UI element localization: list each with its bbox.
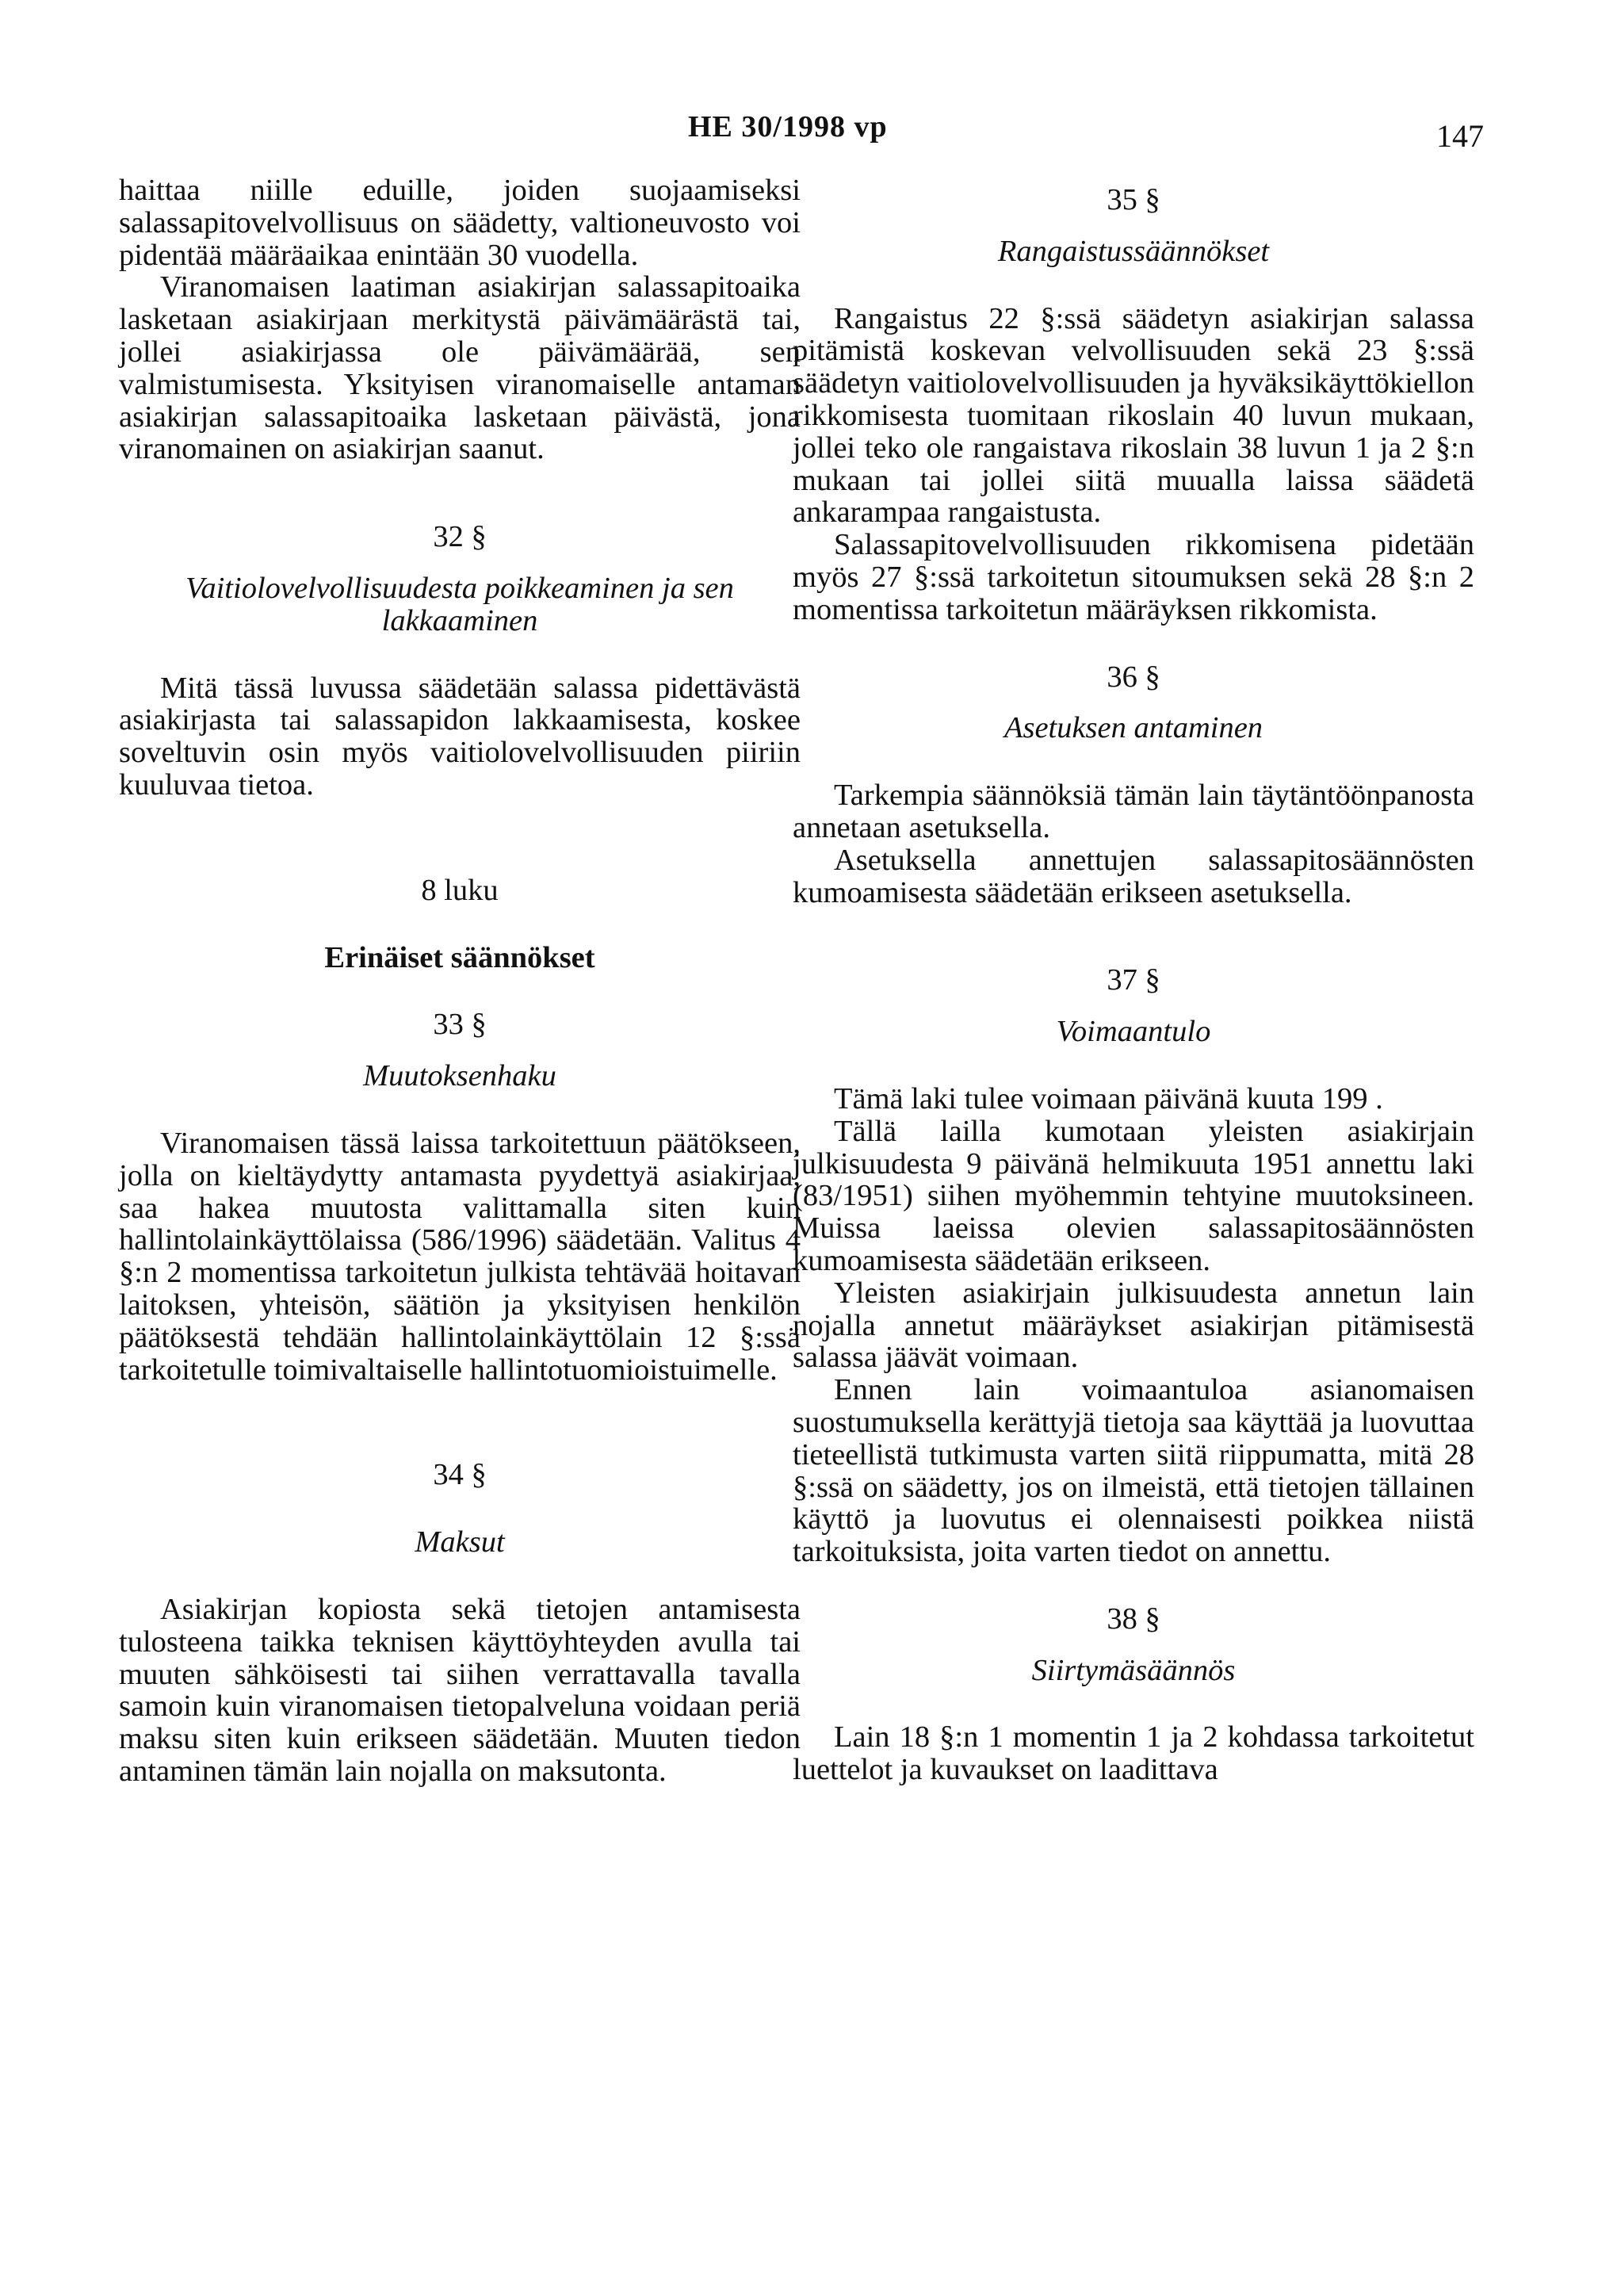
page-number: 147 — [1436, 118, 1484, 154]
section-number: 37 § — [1107, 963, 1160, 997]
paragraph: Asetuksella annettujen salassapitosäännösten kumoamisesta säädetään erikseen asetuksella. — [793, 843, 1474, 909]
section-number: 32 § — [433, 520, 487, 554]
paragraph: Ennen lain voimaantuloa asianomaisen suostumuksella kerättyjä tietoja saa käyttää ja luovuttaa tieteellistä tutkimusta varten siitä riippumatta, mitä 28 §:ssä on säädetty, jos on ilmeistä, että tietojen tällainen käyttö ja luovutus ei olennaisesti poikkea niistä tarkoituksista, joita varten tiedot on annettu. — [793, 1373, 1474, 1569]
section-number: 35 § — [1107, 183, 1160, 216]
paragraph: Mitä tässä luvussa säädetään salassa pidettävästä asiakirjasta tai salassapidon lakkaamisesta, koskee soveltuvin osin myös vaitiolovelvollisuuden piiriin kuuluvaa tietoa. — [119, 671, 801, 802]
section-title: Rangaistussäännökset — [997, 234, 1270, 268]
chapter-number: 8 luku — [421, 873, 499, 907]
left-column — [119, 174, 801, 1788]
section-title: Voimaantulo — [1056, 1015, 1211, 1049]
paragraph: Yleisten asiakirjain julkisuudesta annetun lain nojalla annetut määräykset asiakirjan pitämisestä salassa jäävät voimaan. — [793, 1276, 1474, 1375]
paragraph: Salassapitovelvollisuuden rikkomisena pidetään myös 27 §:ssä tarkoitetun sitoumuksen sekä 28 §:n 2 momentissa tarkoitetun määräyksen rikkomista. — [793, 528, 1474, 626]
section-title: Vaitiolovelvollisuudesta poikkeaminen ja sen lakkaaminen — [185, 571, 734, 637]
section-title: Muutoksenhaku — [363, 1059, 556, 1093]
right-column — [793, 184, 1474, 1786]
document-title: HE 30/1998 vp — [688, 110, 888, 144]
chapter-title: Erinäiset säännökset — [324, 940, 595, 974]
paragraph: Tarkempia säännöksiä tämän lain täytäntöönpanosta annetaan asetuksella. — [793, 779, 1474, 844]
paragraph: Viranomaisen tässä laissa tarkoitettuun päätökseen, jolla on kieltäydytty antamasta pyydettyä asiakirjaa, saa hakea muutosta valittamalla siten kuin hallintolainkäyttölaissa (586/1996) säädetään. Valitus 4 §:n 2 momentissa tarkoitetun julkista tehtävää hoitavan laitoksen, yhteisön, säätiön ja yksityisen henkilön päätöksestä tehdään hallintolainkäyttölain 12 §:ssä tarkoitetulle toimivaltaiselle hallintotuomioistuimelle. — [119, 1126, 801, 1387]
section-title: Maksut — [415, 1525, 505, 1559]
paragraph: Rangaistus 22 §:ssä säädetyn asiakirjan salassa pitämistä koskevan velvollisuuden sekä 23 §:ssä säädetyn vaitiolovelvollisuuden ja hyväksikäyttökiellon rikkomisesta tuomitaan rikoslain 40 luvun mukaan, jollei teko ole rangaistava rikoslain 38 luvun 1 ja 2 §:n mukaan tai jollei siitä muualla laissa säädetä ankarampaa rangaistusta. — [793, 301, 1474, 530]
paragraph: Asiakirjan kopiosta sekä tietojen antamisesta tulosteena taikka teknisen käyttöyhteyden avulla tai muuten sähköisesti tai siihen verrattavalla tavalla samoin kuin viranomaisen tietopalveluna voidaan periä maksu siten kuin erikseen säädetään. Muuten tiedon antaminen tämän lain nojalla on maksutonta. — [119, 1592, 801, 1788]
section-number: 38 § — [1107, 1601, 1160, 1636]
paragraph: Lain 18 §:n 1 momentin 1 ja 2 kohdassa tarkoitetut luettelot ja kuvaukset on laadittava — [793, 1720, 1474, 1787]
paragraph: haittaa niille eduille, joiden suojaamiseksi salassapitovelvollisuus on säädetty, valtioneuvosto voi pidentää määräaikaa enintään 30 vuodella. — [119, 174, 801, 272]
section-number: 34 § — [433, 1458, 487, 1492]
page-header — [0, 109, 1617, 157]
section-number: 36 § — [1107, 660, 1160, 694]
paragraph: Viranomaisen laatiman asiakirjan salassapitoaika lasketaan asiakirjaan merkitystä päivämäärästä tai, jollei asiakirjassa ole päivämäärää, sen valmistumisesta. Yksityisen viranomaiselle antaman asiakirjan salassapitoaika lasketaan päivästä, jona viranomainen on asiakirjan saanut. — [119, 270, 801, 466]
section-number: 33 § — [433, 1008, 487, 1042]
section-title: Siirtymäsäännös — [1031, 1653, 1236, 1687]
paragraph: Tällä lailla kumotaan yleisten asiakirjain julkisuudesta 9 päivänä helmikuuta 1951 annettu laki (83/1951) siihen myöhemmin tehtyine muutoksineen. Muissa laeissa olevien salassapitosäännösten kumoamisesta säädetään erikseen. — [793, 1114, 1474, 1277]
section-title: Asetuksen antaminen — [1003, 711, 1263, 745]
paragraph: Tämä laki tulee voimaan päivänä kuuta 199 . — [833, 1081, 1383, 1115]
